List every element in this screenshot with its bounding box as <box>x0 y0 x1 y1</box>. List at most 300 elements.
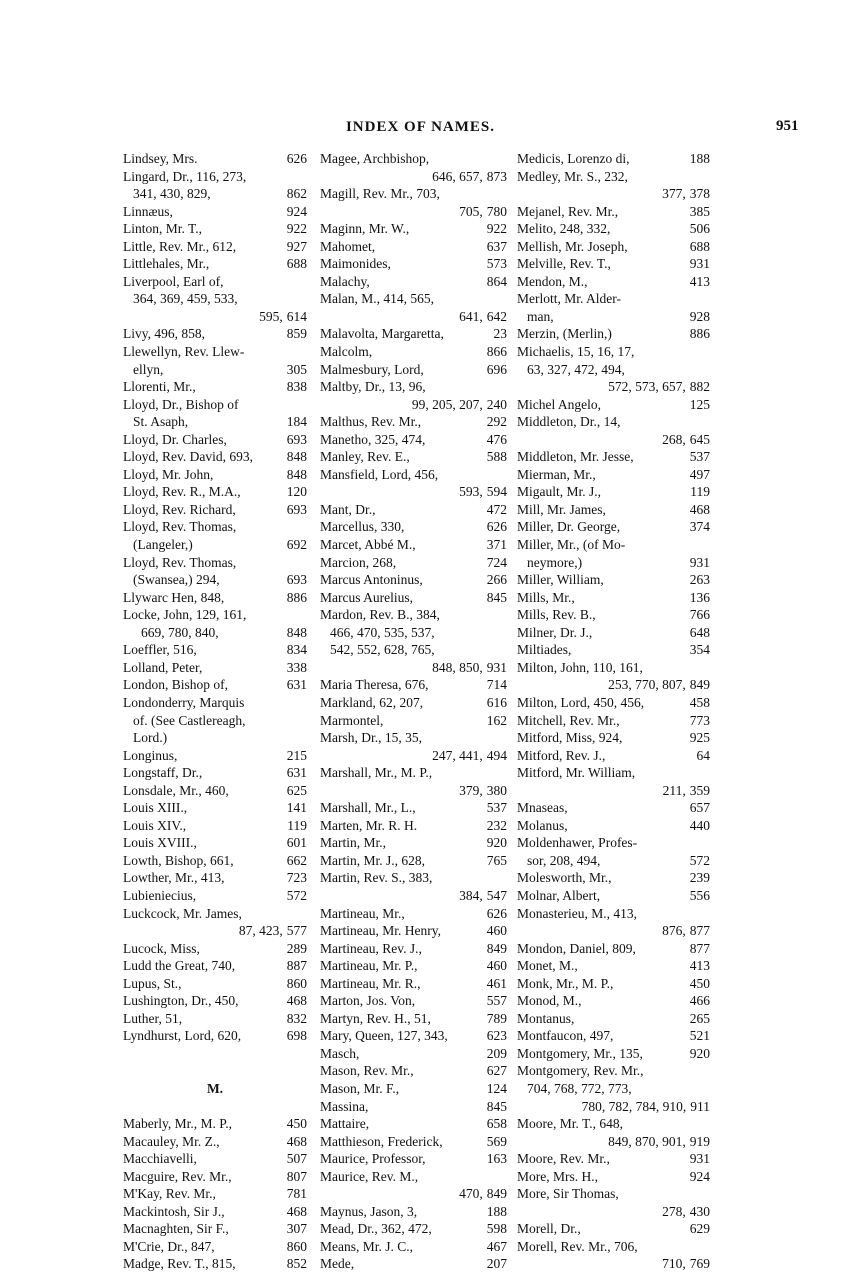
index-entry-line <box>517 659 710 677</box>
index-entry-line <box>320 220 507 238</box>
entry-text: (Swansea,) 294, <box>133 572 220 588</box>
entry-text: Llorenti, Mr., <box>123 379 196 395</box>
entry-page-number: 537 <box>486 800 507 816</box>
entry-text: 63, 327, 472, 494, <box>527 361 625 377</box>
index-entry-line <box>320 1220 507 1238</box>
entry-text: 211, <box>662 782 686 798</box>
entry-text: Molanus, <box>517 817 568 833</box>
entry-page-number: 931 <box>689 256 710 272</box>
entry-page-number: 215 <box>286 747 307 763</box>
entry-text: Milner, Dr. J., <box>517 624 593 640</box>
index-entry-line <box>517 729 710 747</box>
entry-text: 377, <box>662 186 686 202</box>
entry-text: 379, <box>459 782 483 798</box>
entry-text: Marcus Antoninus, <box>320 572 423 588</box>
entry-page-number: 925 <box>689 730 710 746</box>
entry-page-number: 927 <box>286 238 307 254</box>
entry-text: Merzin, (Merlin,) <box>517 326 612 342</box>
index-entry-line <box>123 1027 307 1045</box>
index-entry-line <box>123 483 307 501</box>
entry-text: 87, 423, <box>238 923 283 939</box>
index-entry-line <box>123 712 307 730</box>
index-entry-line <box>517 641 710 659</box>
entry-text: sor, 208, 494, <box>527 852 601 868</box>
index-entry-line <box>517 940 710 958</box>
index-entry-line <box>320 940 507 958</box>
entry-text: Marton, Jos. Von, <box>320 993 416 1009</box>
entry-page-number: 472 <box>486 501 507 517</box>
entry-page-number: 642 <box>486 308 507 324</box>
entry-text: Marcet, Abbé M., <box>320 537 416 553</box>
entry-text: Montgomery, Rev. Mr., <box>517 1063 644 1079</box>
index-entry-line <box>320 1045 507 1063</box>
entry-text: Mills, Mr., <box>517 589 575 605</box>
entry-page-number: 573 <box>486 256 507 272</box>
entry-text: Lolland, Peter, <box>123 659 203 675</box>
entry-page-number: 886 <box>286 589 307 605</box>
entry-page-number: 773 <box>689 712 710 728</box>
entry-page-number: 184 <box>286 414 307 430</box>
index-entry-line <box>123 203 307 221</box>
entry-page-number <box>706 536 710 554</box>
entry-text: Lupus, St., <box>123 975 182 991</box>
index-entry-line <box>517 325 710 343</box>
entry-text: Manetho, 325, 474, <box>320 431 426 447</box>
index-entry-line <box>123 1168 307 1186</box>
index-entry-line <box>517 764 710 782</box>
index-entry-line <box>123 676 307 694</box>
entry-text: Mede, <box>320 1256 355 1272</box>
index-entry-line <box>517 834 710 852</box>
entry-page-number: 882 <box>689 379 710 395</box>
entry-page-number: 693 <box>286 431 307 447</box>
entry-text: Lloyd, Mr. John, <box>123 466 214 482</box>
entry-text: Lindsey, Mrs. <box>123 151 198 166</box>
entry-page-number: 64 <box>696 747 710 763</box>
index-entry-line <box>517 852 710 870</box>
index-column-left <box>123 150 307 1273</box>
entry-text: Martineau, Mr., <box>320 905 405 921</box>
entry-text: Miller, Dr. George, <box>517 519 621 535</box>
entry-page-number: 440 <box>689 817 710 833</box>
index-entry-line <box>320 554 507 572</box>
entry-text: Locke, John, 129, 161, <box>123 607 247 623</box>
entry-text: 341, 430, 829, <box>133 186 211 202</box>
entry-page-number: 724 <box>486 554 507 570</box>
index-entry-line <box>517 255 710 273</box>
entry-text: Maimonides, <box>320 256 391 272</box>
index-entry-line <box>320 1027 507 1045</box>
entry-text: Mattaire, <box>320 1116 370 1132</box>
entry-page-number <box>303 1062 307 1080</box>
entry-text: Maurice, Professor, <box>320 1151 426 1167</box>
entry-page-number <box>303 1098 307 1116</box>
entry-text: 247, 441, <box>432 747 483 763</box>
entry-text: Magill, Rev. Mr., 703, <box>320 186 440 202</box>
entry-page-number <box>303 694 307 712</box>
entry-page-number: 292 <box>486 414 507 430</box>
index-entry-line <box>320 887 507 905</box>
index-entry-line <box>123 1185 307 1203</box>
section-heading <box>123 1080 307 1098</box>
entry-page-number: 862 <box>286 186 307 202</box>
index-entry-line <box>320 817 507 835</box>
entry-page-number: 877 <box>689 940 710 956</box>
entry-text: Mead, Dr., 362, 472, <box>320 1221 432 1237</box>
entry-page-number: 385 <box>689 203 710 219</box>
entry-text: Lloyd, Rev. R., M.A., <box>123 484 241 500</box>
index-entry-line <box>123 255 307 273</box>
entry-page-number: 413 <box>689 958 710 974</box>
index-entry-line <box>517 694 710 712</box>
entry-text: 705, <box>459 203 483 219</box>
entry-text: 572, 573, 657, <box>608 379 686 395</box>
entry-text: Marten, Mr. R. H. <box>320 817 418 833</box>
entry-text: Lord.) <box>133 730 168 746</box>
entry-text: Maurice, Rev. M., <box>320 1168 419 1184</box>
index-entry-line <box>320 1080 507 1098</box>
entry-text: 99, 205, 207, <box>411 396 483 412</box>
index-entry-line <box>517 203 710 221</box>
index-entry-line <box>123 659 307 677</box>
entry-text: neymore,) <box>527 554 583 570</box>
index-entry-line <box>517 957 710 975</box>
entry-page-number: 494 <box>486 747 507 763</box>
entry-text: Lushington, Dr., 450, <box>123 993 239 1009</box>
entry-page-number: 688 <box>286 256 307 272</box>
entry-text: 595, <box>259 308 283 324</box>
entry-text: Lowth, Bishop, 661, <box>123 852 234 868</box>
index-entry-line <box>517 1203 710 1221</box>
entry-page-number: 598 <box>486 1221 507 1237</box>
entry-page-number: 698 <box>286 1028 307 1044</box>
entry-page-number: 537 <box>689 449 710 465</box>
entry-text: 593, <box>459 484 483 500</box>
entry-text: 466, 470, 535, 537, <box>330 624 435 640</box>
entry-text: Londonderry, Marquis <box>123 694 245 710</box>
entry-page-number: 588 <box>486 449 507 465</box>
entry-text: Livy, 496, 858, <box>123 326 205 342</box>
index-entry-line <box>320 325 507 343</box>
entry-page-number <box>303 273 307 291</box>
entry-text: Miller, William, <box>517 572 604 588</box>
page-title: INDEX OF NAMES. <box>345 119 496 135</box>
entry-text: 848, 850, <box>432 659 483 675</box>
entry-text: Lowther, Mr., 413, <box>123 870 225 886</box>
entry-text: Mitford, Rev. J., <box>517 747 606 763</box>
index-entry-line <box>123 1115 307 1133</box>
entry-page-number: 848 <box>286 466 307 482</box>
index-entry-line <box>320 536 507 554</box>
entry-page-number: 467 <box>486 1238 507 1254</box>
entry-text: 646, 657, <box>432 168 483 184</box>
entry-text: 780, 782, 784, 910, <box>581 1098 687 1114</box>
entry-text: Llywarc Hen, 848, <box>123 589 225 605</box>
entry-text: Morell, Dr., <box>517 1221 581 1237</box>
entry-page-number: 569 <box>486 1133 507 1149</box>
entry-page-number: 163 <box>486 1151 507 1167</box>
entry-text: Marmontel, <box>320 712 384 728</box>
entry-page-number <box>706 905 710 923</box>
entry-page-number: 601 <box>286 835 307 851</box>
entry-text: Mills, Rev. B., <box>517 607 596 623</box>
entry-text: Macauley, Mr. Z., <box>123 1133 220 1149</box>
index-entry-line <box>517 922 710 940</box>
index-entry-line <box>320 238 507 256</box>
index-entry-line <box>517 168 710 186</box>
index-entry-line <box>517 799 710 817</box>
entry-page-number <box>503 624 507 642</box>
index-entry-line <box>320 1133 507 1151</box>
entry-text: Lloyd, Rev. Thomas, <box>123 519 237 535</box>
index-entry-line <box>517 571 710 589</box>
index-entry-line <box>320 957 507 975</box>
entry-text: Malthus, Rev. Mr., <box>320 414 422 430</box>
entry-page-number: 338 <box>286 659 307 675</box>
entry-page-number <box>503 466 507 484</box>
entry-text: Migault, Mr. J., <box>517 484 602 500</box>
index-entry-line <box>123 817 307 835</box>
entry-page-number: 693 <box>286 501 307 517</box>
entry-text: Mitford, Miss, 924, <box>517 730 623 746</box>
entry-page-number: 766 <box>689 607 710 623</box>
index-entry-line <box>320 396 507 414</box>
entry-text: 268, <box>662 431 686 447</box>
index-entry-line <box>517 396 710 414</box>
entry-text: London, Bishop of, <box>123 677 229 693</box>
entry-text: Marshall, Mr., M. P., <box>320 765 433 781</box>
entry-page-number: 693 <box>286 572 307 588</box>
index-entry-line <box>517 536 710 554</box>
index-entry-line <box>123 361 307 379</box>
entry-text: Maltby, Dr., 13, 96, <box>320 379 426 395</box>
index-entry-line <box>123 1220 307 1238</box>
entry-page-number <box>303 168 307 186</box>
entry-text: Mellish, Mr. Joseph, <box>517 238 628 254</box>
entry-text: More, Mrs. H., <box>517 1168 598 1184</box>
entry-page-number: 594 <box>486 484 507 500</box>
index-entry-line <box>517 817 710 835</box>
index-entry-line <box>123 905 307 923</box>
index-column-right <box>517 150 710 1273</box>
index-entry-line <box>517 413 710 431</box>
entry-page-number <box>303 905 307 923</box>
entry-text: Monasterieu, M., 413, <box>517 905 637 921</box>
entry-text: Louis XVIII., <box>123 835 197 851</box>
index-entry-line <box>320 922 507 940</box>
entry-page-number <box>503 641 507 659</box>
entry-text: Marcellus, 330, <box>320 519 405 535</box>
entry-page-number: 476 <box>486 431 507 447</box>
entry-page-number <box>706 764 710 782</box>
entry-text: Lyndhurst, Lord, 620, <box>123 1028 242 1044</box>
entry-page-number: 852 <box>286 1256 307 1272</box>
index-entry-line <box>123 273 307 291</box>
entry-text: Mason, Mr. F., <box>320 1080 400 1096</box>
index-entry-line <box>123 501 307 519</box>
entry-text: 364, 369, 459, 533, <box>133 291 238 307</box>
entry-text: 876, <box>662 923 686 939</box>
index-entry-line <box>517 1062 710 1080</box>
entry-page-number: 924 <box>689 1168 710 1184</box>
entry-page-number: 928 <box>689 308 710 324</box>
entry-page-number: 378 <box>689 186 710 202</box>
entry-page-number <box>303 518 307 536</box>
entry-page-number: 141 <box>286 800 307 816</box>
index-entry-line <box>123 238 307 256</box>
entry-text <box>123 1098 303 1116</box>
entry-page-number: 626 <box>486 519 507 535</box>
entry-page-number: 931 <box>689 554 710 570</box>
entry-page-number: 305 <box>286 361 307 377</box>
index-entry-line <box>320 676 507 694</box>
index-entry-line <box>123 869 307 887</box>
entry-page-number: 468 <box>689 501 710 517</box>
entry-text: Montanus, <box>517 1010 575 1026</box>
entry-page-number: 631 <box>286 677 307 693</box>
entry-text: Madge, Rev. T., 815, <box>123 1256 236 1272</box>
entry-page-number: 849 <box>486 940 507 956</box>
entry-page-number: 240 <box>486 396 507 412</box>
index-entry-line <box>123 325 307 343</box>
entry-text: M'Crie, Dr., 847, <box>123 1238 215 1254</box>
entry-page-number: 789 <box>486 1010 507 1026</box>
index-entry-line <box>123 571 307 589</box>
entry-text: Milton, Lord, 450, 456, <box>517 694 645 710</box>
entry-text: 384, <box>459 887 483 903</box>
index-entry-line <box>517 712 710 730</box>
index-entry-line <box>123 466 307 484</box>
index-entry-line <box>123 168 307 186</box>
index-entry-line <box>123 290 307 308</box>
entry-text: Lloyd, Rev. Thomas, <box>123 554 237 570</box>
index-entry-line <box>320 308 507 326</box>
index-entry-line <box>320 1062 507 1080</box>
index-entry-line <box>320 185 507 203</box>
entry-text: Mackintosh, Sir J., <box>123 1203 225 1219</box>
index-entry-line <box>123 589 307 607</box>
entry-text: Maria Theresa, 676, <box>320 677 429 693</box>
entry-page-number <box>503 729 507 747</box>
entry-page-number <box>303 290 307 308</box>
index-entry-line <box>123 343 307 361</box>
entry-text: Montgomery, Mr., 135, <box>517 1045 643 1061</box>
index-entry-line <box>517 992 710 1010</box>
entry-text: Malmesbury, Lord, <box>320 361 424 377</box>
index-entry-line <box>517 1010 710 1028</box>
entry-page-number: 521 <box>689 1028 710 1044</box>
entry-text: Malachy, <box>320 273 370 289</box>
entry-text: Linnæus, <box>123 203 173 219</box>
entry-text: Monet, M., <box>517 958 578 974</box>
entry-page-number: 371 <box>486 537 507 553</box>
index-entry-line <box>123 606 307 624</box>
entry-page-number <box>706 834 710 852</box>
index-entry-line <box>123 536 307 554</box>
entry-page-number: 556 <box>689 887 710 903</box>
entry-text: Maberly, Mr., M. P., <box>123 1116 233 1132</box>
entry-text: Lonsdale, Mr., 460, <box>123 782 229 798</box>
entry-text: Littlehales, Mr., <box>123 256 210 272</box>
index-entry-line <box>123 1062 307 1080</box>
entry-text: ellyn, <box>133 361 164 377</box>
index-entry-line <box>320 1168 507 1186</box>
index-entry-line <box>320 1185 507 1203</box>
entry-text: Mejanel, Rev. Mr., <box>517 203 619 219</box>
index-entry-line <box>320 799 507 817</box>
entry-text: Llewellyn, Rev. Llew- <box>123 344 245 360</box>
entry-text: Moore, Rev. Mr., <box>517 1151 610 1167</box>
entry-text: Melville, Rev. T., <box>517 256 611 272</box>
index-entry-line <box>320 764 507 782</box>
entry-page-number: 207 <box>486 1256 507 1272</box>
entry-page-number <box>303 1045 307 1063</box>
entry-page-number <box>303 712 307 730</box>
entry-text: Martineau, Rev. J., <box>320 940 422 956</box>
entry-text: 710, <box>662 1256 686 1272</box>
index-entry-line <box>517 869 710 887</box>
entry-text: 704, 768, 772, 773, <box>527 1080 632 1096</box>
entry-text: 278, <box>662 1203 686 1219</box>
entry-text: Mardon, Rev. B., 384, <box>320 607 440 623</box>
entry-text: Merlott, Mr. Alder- <box>517 291 621 307</box>
entry-page-number: 461 <box>486 975 507 991</box>
entry-page-number: 239 <box>689 870 710 886</box>
entry-text: Longinus, <box>123 747 178 763</box>
index-entry-line <box>517 554 710 572</box>
index-entry-line <box>517 589 710 607</box>
index-entry-line <box>123 396 307 414</box>
entry-page-number: 506 <box>689 221 710 237</box>
entry-page-number: 468 <box>286 1133 307 1149</box>
entry-text: 253, 770, 807, <box>608 677 686 693</box>
index-entry-line <box>123 975 307 993</box>
entry-page-number: 845 <box>486 1098 507 1114</box>
index-entry-line <box>517 1027 710 1045</box>
index-entry-line <box>320 571 507 589</box>
entry-page-number: 136 <box>689 589 710 605</box>
entry-text: Martineau, Mr. R., <box>320 975 421 991</box>
index-entry-line <box>320 413 507 431</box>
index-entry-line <box>123 1133 307 1151</box>
index-entry-line <box>320 782 507 800</box>
index-entry-line <box>517 343 710 361</box>
entry-text: Longstaff, Dr., <box>123 765 203 781</box>
entry-page-number: 723 <box>286 870 307 886</box>
entry-page-number: 807 <box>286 1168 307 1184</box>
entry-page-number: 931 <box>689 1151 710 1167</box>
entry-text: Molesworth, Mr., <box>517 870 612 886</box>
entry-text: Martin, Mr., <box>320 835 386 851</box>
entry-page-number: 626 <box>286 151 307 166</box>
index-entry-line <box>320 729 507 747</box>
entry-text: Martineau, Mr. Henry, <box>320 923 441 939</box>
entry-page-number: 614 <box>286 308 307 324</box>
entry-text: Molnar, Albert, <box>517 887 601 903</box>
entry-page-number: 832 <box>286 1010 307 1026</box>
index-entry-line <box>123 431 307 449</box>
entry-text: Markland, 62, 207, <box>320 694 424 710</box>
entry-page-number: 374 <box>689 519 710 535</box>
entry-page-number: 860 <box>286 1238 307 1254</box>
entry-page-number <box>303 729 307 747</box>
entry-page-number: 307 <box>286 1221 307 1237</box>
entry-text: Monk, Mr., M. P., <box>517 975 614 991</box>
entry-text: Mierman, Mr., <box>517 466 596 482</box>
index-entry-line <box>517 290 710 308</box>
entry-page-number: 460 <box>486 923 507 939</box>
entry-text: Macchiavelli, <box>123 1151 197 1167</box>
